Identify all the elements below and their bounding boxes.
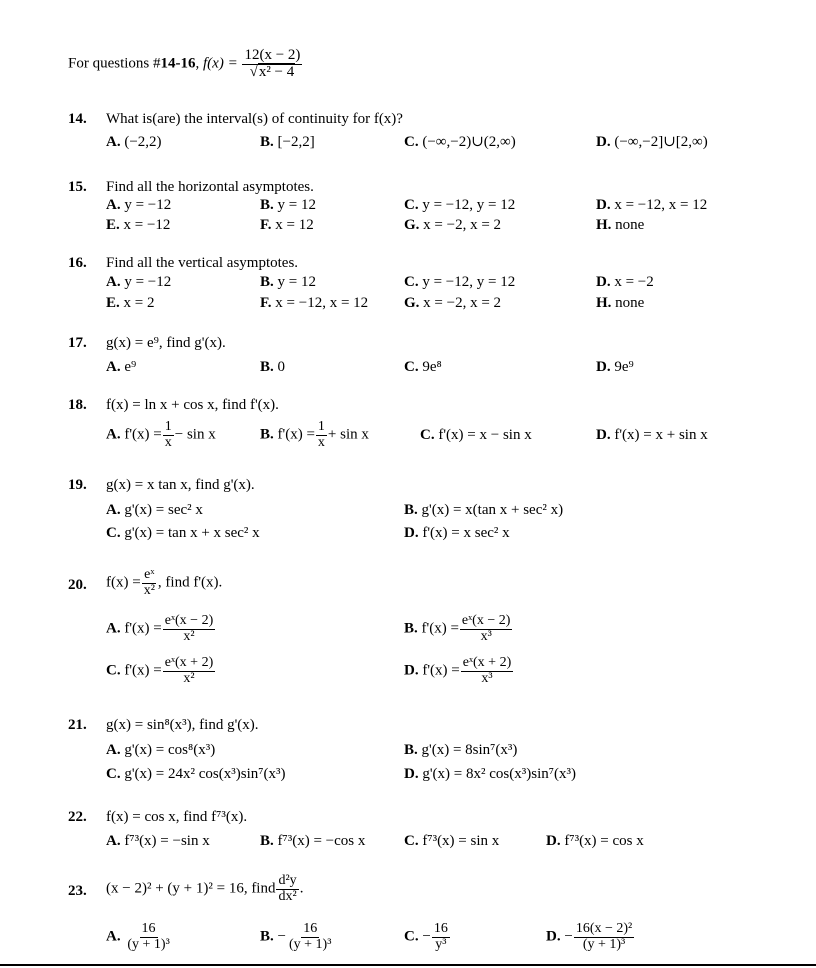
option-a[interactable]: A. f'(x) = $\frac{1}{x}$ − sin x: [106, 419, 216, 450]
option-h[interactable]: H. none: [596, 295, 645, 311]
question-number: 17.: [68, 335, 87, 351]
option-g[interactable]: G. x = −2, x = 2: [404, 217, 502, 233]
question-number: 18.: [68, 397, 87, 413]
option-b[interactable]: B. [−2,2]: [260, 134, 315, 150]
option-c[interactable]: C. f⁷³(x) = sin x: [404, 833, 500, 849]
option-b[interactable]: B. f⁷³(x) = −cos x: [260, 833, 366, 849]
option-a[interactable]: A. f⁷³(x) = −sin x: [106, 833, 210, 849]
option-c[interactable]: C. g'(x) = tan x + x sec² x: [106, 525, 260, 541]
question-number: 19.: [68, 477, 87, 493]
option-d[interactable]: D. f'(x) = $\frac{\text{eˣ(x + 2)}}{\text{x³}}$: [404, 655, 512, 686]
option-b[interactable]: B. y = 12: [260, 197, 316, 213]
option-d[interactable]: D. 9e⁹: [596, 359, 634, 375]
option-a[interactable]: A. g'(x) = cos⁸(x³): [106, 742, 216, 758]
header-formula: For questions #14-16, f(x) = $\frac{12(x - 2)}{\text{√x² − 4}}$: [68, 47, 301, 80]
option-h[interactable]: H. none: [596, 217, 645, 233]
question-text: (x − 2)² + (y + 1)² = 16, find $\frac{\text{d²y}}{\text{dx²}}$ .: [106, 873, 304, 904]
option-c[interactable]: C. y = −12, y = 12: [404, 274, 516, 290]
option-d[interactable]: D. f'(x) = x + sin x: [596, 427, 708, 443]
option-c[interactable]: C. g'(x) = 24x² cos(x³)sin⁷(x³): [106, 766, 286, 782]
option-b[interactable]: B. 0: [260, 359, 286, 375]
option-b[interactable]: B. − $\frac{16}{\text{(y + 1)³}}$: [260, 921, 332, 952]
question-number: 14.: [68, 111, 87, 127]
question-number: 15.: [68, 179, 87, 195]
question-number: 20.: [68, 577, 87, 593]
option-c[interactable]: C. f'(x) = $\frac{\text{eˣ(x + 2)}}{\text{x²}}$: [106, 655, 214, 686]
option-b[interactable]: B. g'(x) = 8sin⁷(x³): [404, 742, 518, 758]
question-text: Find all the horizontal asymptotes.: [106, 179, 314, 195]
question-text: f(x) = $\frac{\text{eˣ}}{\text{x²}}$ , find f'(x).: [106, 567, 223, 598]
option-d[interactable]: D. g'(x) = 8x² cos(x³)sin⁷(x³): [404, 766, 576, 782]
option-e[interactable]: E. x = 2: [106, 295, 155, 311]
option-d[interactable]: D. f⁷³(x) = cos x: [546, 833, 644, 849]
question-text: Find all the vertical asymptotes.: [106, 255, 299, 271]
option-c[interactable]: C. 9e⁸: [404, 359, 442, 375]
option-c[interactable]: C. − $\frac{16}{\text{y³}}$: [404, 921, 448, 952]
option-a[interactable]: A. e⁹: [106, 359, 137, 375]
option-c[interactable]: C. y = −12, y = 12: [404, 197, 516, 213]
option-b[interactable]: B. f'(x) = $\frac{\text{eˣ(x − 2)}}{\text{x³}}$: [404, 613, 511, 644]
question-number: 16.: [68, 255, 87, 271]
option-d[interactable]: D. (−∞,−2]∪[2,∞): [596, 134, 708, 150]
option-d[interactable]: D. − $\frac{\text{16(x − 2)²}}{\text{(y + 1)³}}$: [546, 921, 633, 952]
option-g[interactable]: G. x = −2, x = 2: [404, 295, 502, 311]
option-d[interactable]: D. x = −12, x = 12: [596, 197, 708, 213]
question-text: f(x) = ln x + cos x, find f'(x).: [106, 397, 279, 413]
header-prefix: For questions #: [68, 55, 161, 72]
option-d[interactable]: D. x = −2: [596, 274, 654, 290]
question-number: 21.: [68, 717, 87, 733]
option-c[interactable]: C. f'(x) = x − sin x: [420, 427, 532, 443]
option-f[interactable]: F. x = 12: [260, 217, 314, 233]
header-numerator: 12(x − 2): [244, 47, 301, 63]
question-number: 22.: [68, 809, 87, 825]
question-text: g(x) = sin⁸(x³), find g'(x).: [106, 717, 259, 733]
question-text: What is(are) the interval(s) of continuity for f(x)?: [106, 111, 403, 127]
header-range: 14-16: [160, 55, 196, 72]
header-denominator: x² − 4: [258, 63, 295, 80]
question-text: g(x) = e⁹, find g'(x).: [106, 335, 226, 351]
option-b[interactable]: B. f'(x) = $\frac{1}{x}$ + sin x: [260, 419, 369, 450]
option-d[interactable]: D. f'(x) = x sec² x: [404, 525, 510, 541]
option-a[interactable]: A. (−2,2): [106, 134, 162, 150]
option-f[interactable]: F. x = −12, x = 12: [260, 295, 369, 311]
header-function-lhs: f(x) =: [203, 55, 238, 72]
option-a[interactable]: A. $\frac{16}{\text{(y + 1)³}}$: [106, 921, 170, 952]
option-a[interactable]: A. g'(x) = sec² x: [106, 502, 203, 518]
question-number: 23.: [68, 883, 87, 899]
option-a[interactable]: A. y = −12: [106, 197, 172, 213]
option-e[interactable]: E. x = −12: [106, 217, 171, 233]
option-b[interactable]: B. g'(x) = x(tan x + sec² x): [404, 502, 564, 518]
option-a[interactable]: A. f'(x) = $\frac{\text{eˣ(x − 2)}}{\text{x²}}$: [106, 613, 214, 644]
option-c[interactable]: C. (−∞,−2)∪(2,∞): [404, 134, 516, 150]
option-b[interactable]: B. y = 12: [260, 274, 316, 290]
page-bottom-rule: [0, 964, 816, 966]
question-text: f(x) = cos x, find f⁷³(x).: [106, 809, 248, 825]
option-a[interactable]: A. y = −12: [106, 274, 172, 290]
question-text: g(x) = x tan x, find g'(x).: [106, 477, 255, 493]
